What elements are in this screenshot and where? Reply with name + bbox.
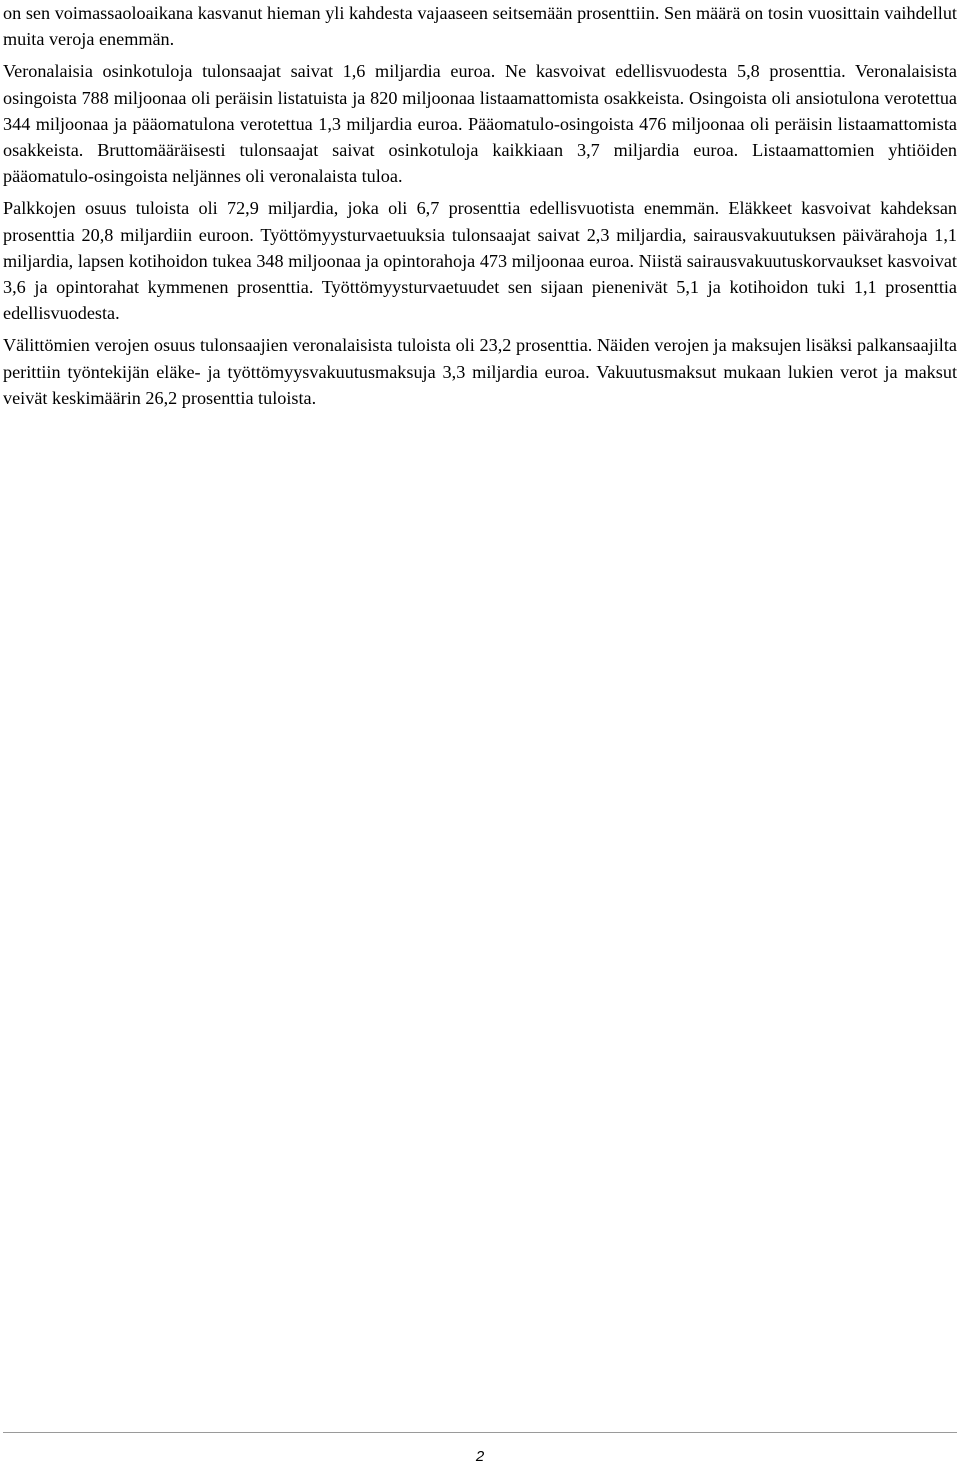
paragraph: on sen voimassaoloaikana kasvanut hieman yli kahdesta vajaaseen seitsemään prosenttiin. Sen määrä on tosin vuosittain vaihdellut muita veroja enemmän. <box>3 3 957 50</box>
paragraph: Välittömien verojen osuus tulonsaajien veronalaisista tuloista oli 23,2 prosenttia. Näiden verojen ja maksujen lisäksi palkansaajilta perittiin työntekijän eläke- ja työttömyysvakuutusmaksuja 3,3 miljardia euroa. Vakuutusmaksut mukaan lukien verot ja maksut veivät keskimäärin 26,2 prosenttia tuloista. <box>3 335 957 408</box>
paragraph: Palkkojen osuus tuloista oli 72,9 miljardia, joka oli 6,7 prosenttia edellisvuotista enemmän. Eläkkeet kasvoivat kahdeksan prosenttia 20,8 miljardiin euroon. Työttömyysturvaetuuksia tulonsaajat saivat 2,3 miljardia, sairausvakuutuksen päivärahoja 1,1 miljardia, lapsen kotihoidon tukea 348 miljoonaa ja opintorahoja 473 miljoonaa euroa. Niistä sairausvakuutuskorvaukset kasvoivat 3,6 ja opintorahat kymmenen prosenttia. Työttömyysturvaetuudet sen sijaan pienenivät 5,1 ja kotihoidon tuki 1,1 prosenttia edellisvuodesta. <box>3 198 957 324</box>
document-body <box>3 0 957 411</box>
footer-divider <box>3 1432 957 1433</box>
paragraph: Veronalaisia osinkotuloja tulonsaajat saivat 1,6 miljardia euroa. Ne kasvoivat edellisvuodesta 5,8 prosenttia. Veronalaisista osingoista 788 miljoonaa oli peräisin listatuista ja 820 miljoonaa listaamattomista osakkeista. Osingoista oli ansiotulona verotettua 344 miljoonaa ja pääomatulona verotettua 1,3 miljardia euroa. Pääomatulo-osingoista 476 miljoonaa oli peräisin listaamattomista osakkeista. Bruttomääräisesti tulonsaajat saivat osinkotuloja kaikkiaan 3,7 miljardia euroa. Listaamattomien yhtiöiden pääomatulo-osingoista neljännes oli veronalaista tuloa. <box>3 61 957 187</box>
page-number: 2 <box>475 1448 485 1465</box>
